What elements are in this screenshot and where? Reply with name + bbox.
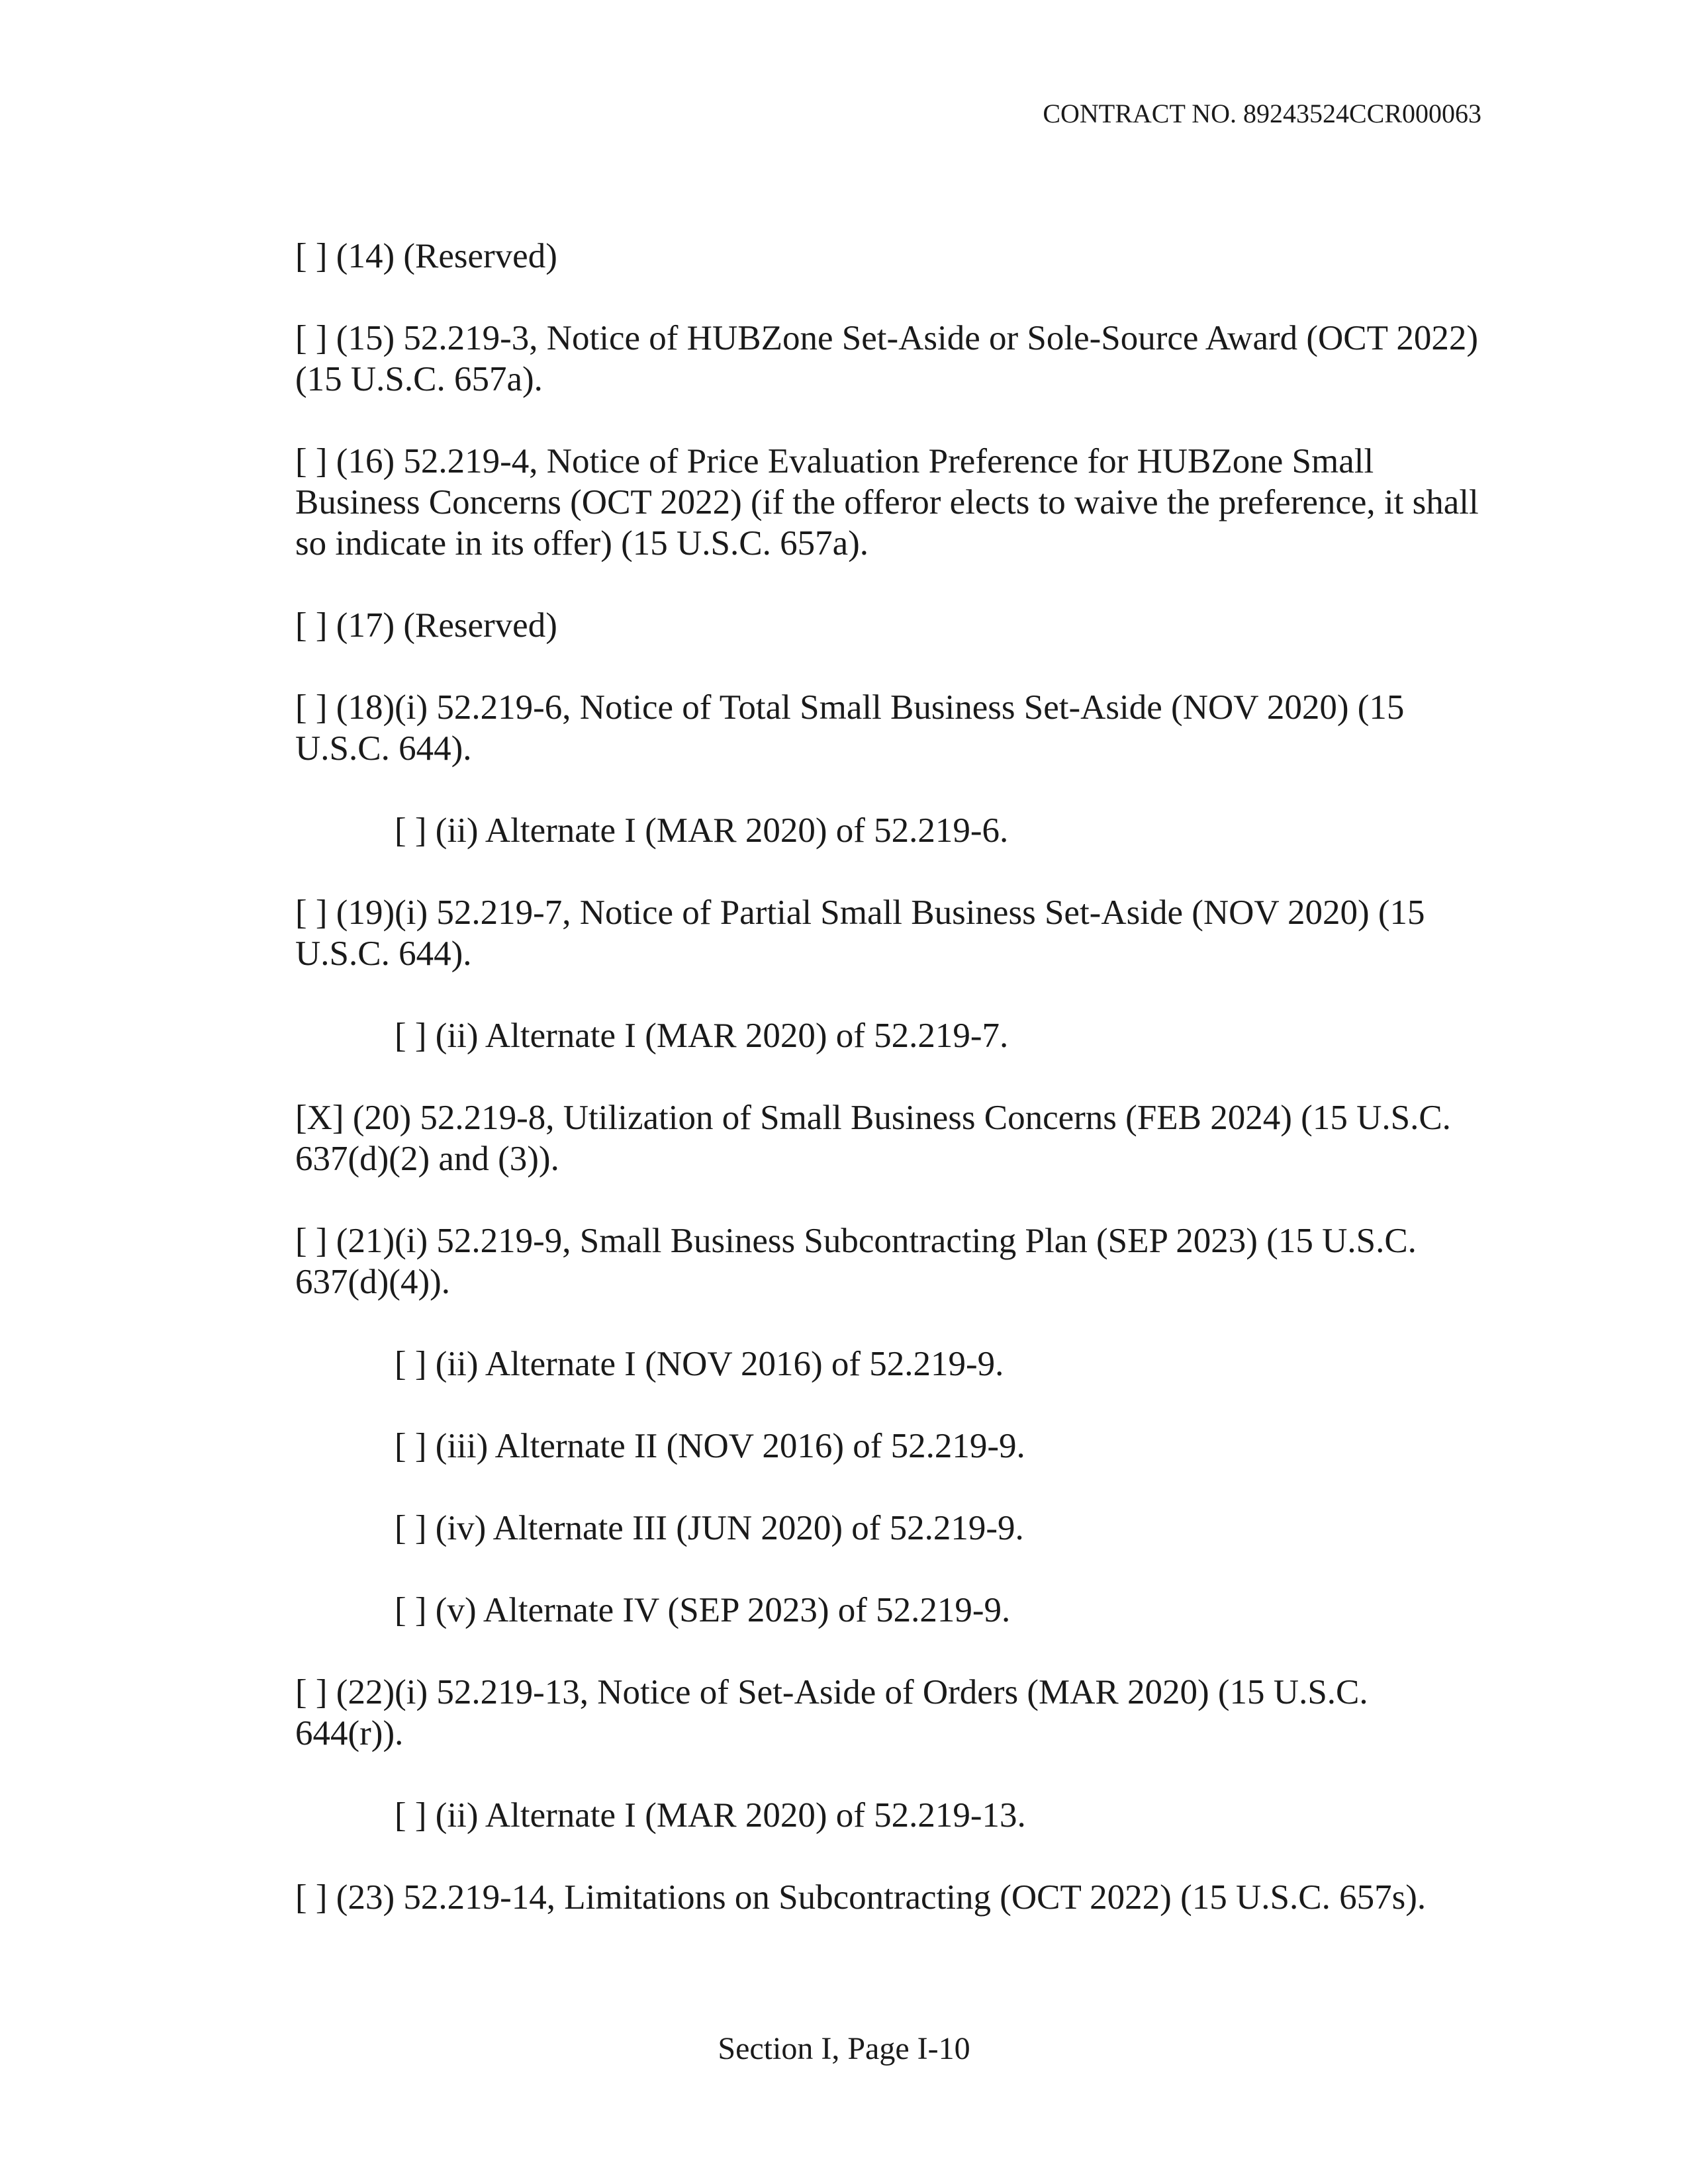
page-footer: Section I, Page I-10 xyxy=(718,2031,970,2066)
clause-paragraph: [ ] (21)(i) 52.219-9, Small Business Subcontracting Plan (SEP 2023) (15 U.S.C. 637(d)(4)). xyxy=(295,1222,1417,1301)
clause-paragraph: [ ] (19)(i) 52.219-7, Notice of Partial Small Business Set-Aside (NOV 2020) (15 U.S.C. 644). xyxy=(295,893,1425,973)
clause-paragraph: [ ] (18)(i) 52.219-6, Notice of Total Small Business Set-Aside (NOV 2020) (15 U.S.C. 644). xyxy=(295,688,1405,768)
clause-paragraph: [ ] (22)(i) 52.219-13, Notice of Set-Aside of Orders (MAR 2020) (15 U.S.C. 644(r)). xyxy=(295,1673,1368,1752)
clause-list xyxy=(295,236,1480,1959)
clause-paragraph: [ ] (17) (Reserved) xyxy=(295,606,557,645)
clause-alternate-paragraph: [ ] (v) Alternate IV (SEP 2023) of 52.219-9. xyxy=(395,1591,1011,1629)
clause-paragraph: [ ] (14) (Reserved) xyxy=(295,237,557,275)
clause-alternate-paragraph: [ ] (ii) Alternate I (MAR 2020) of 52.219-13. xyxy=(395,1796,1026,1835)
clause-paragraph: [X] (20) 52.219-8, Utilization of Small Business Concerns (FEB 2024) (15 U.S.C. 637(d)(2) and (3)). xyxy=(295,1099,1451,1178)
clause-paragraph: [ ] (15) 52.219-3, Notice of HUBZone Set-Aside or Sole-Source Award (OCT 2022) (15 U.S.C. 657a). xyxy=(295,319,1478,398)
clause-paragraph: [ ] (16) 52.219-4, Notice of Price Evaluation Preference for HUBZone Small Business Concerns (OCT 2022) (if the offeror elects to waive the preference, it shall so indicate in its offer) (15 U.S.C. 657a). xyxy=(295,442,1479,563)
clause-alternate-paragraph: [ ] (ii) Alternate I (NOV 2016) of 52.219-9. xyxy=(395,1345,1004,1383)
clause-paragraph: [ ] (23) 52.219-14, Limitations on Subcontracting (OCT 2022) (15 U.S.C. 657s). xyxy=(295,1878,1427,1917)
contract-number-header: CONTRACT NO. 89243524CCR000063 xyxy=(1043,99,1481,128)
clause-alternate-paragraph: [ ] (iii) Alternate II (NOV 2016) of 52.219-9. xyxy=(395,1427,1025,1465)
clause-alternate-paragraph: [ ] (ii) Alternate I (MAR 2020) of 52.219-7. xyxy=(395,1017,1009,1055)
clause-alternate-paragraph: [ ] (ii) Alternate I (MAR 2020) of 52.219-6. xyxy=(395,811,1009,850)
clause-alternate-paragraph: [ ] (iv) Alternate III (JUN 2020) of 52.219-9. xyxy=(395,1509,1024,1547)
